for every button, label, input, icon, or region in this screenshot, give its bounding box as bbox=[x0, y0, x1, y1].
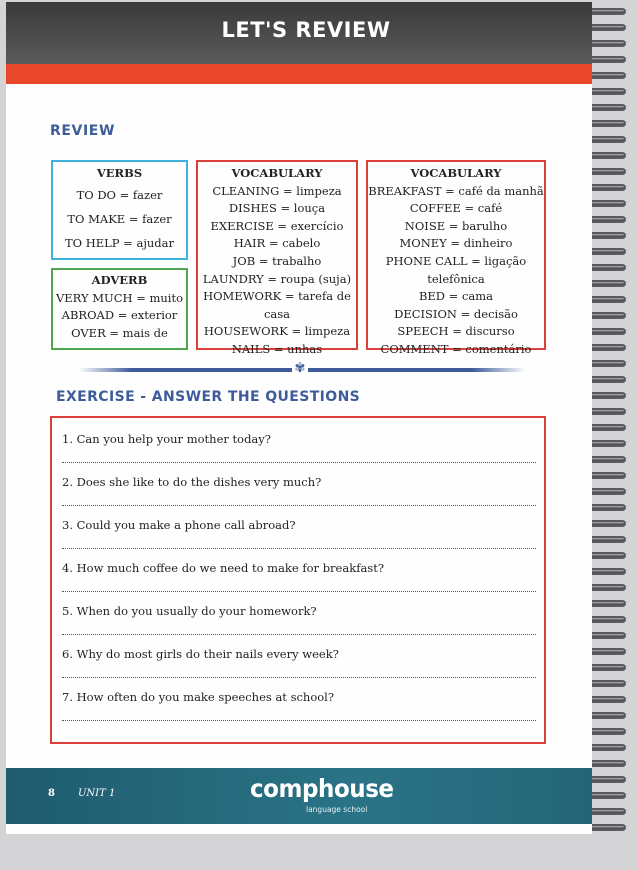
spiral-coil bbox=[592, 280, 626, 287]
question-text: 1. Can you help your mother today? bbox=[62, 432, 271, 446]
spiral-coil bbox=[592, 328, 626, 335]
vocabulary-title: VOCABULARY bbox=[410, 166, 502, 180]
spiral-coil bbox=[592, 152, 626, 159]
adverb-box bbox=[51, 268, 188, 350]
exercise-heading: EXERCISE - ANSWER THE QUESTIONS bbox=[56, 389, 361, 405]
answer-line[interactable] bbox=[62, 548, 536, 549]
spiral-coil bbox=[592, 696, 626, 703]
spiral-coil bbox=[592, 216, 626, 223]
spiral-coil bbox=[592, 472, 626, 479]
question-text: 6. Why do most girls do their nails every week? bbox=[62, 647, 339, 661]
spiral-coil bbox=[592, 8, 626, 15]
question-text: 2. Does she like to do the dishes very much? bbox=[62, 475, 322, 489]
spiral-coil bbox=[592, 504, 626, 511]
question-text: 7. How often do you make speeches at school? bbox=[62, 690, 335, 704]
spiral-coil bbox=[592, 344, 626, 351]
spiral-coil bbox=[592, 824, 626, 831]
spiral-coil bbox=[592, 24, 626, 31]
spiral-coil bbox=[592, 120, 626, 127]
page-title: LET'S REVIEW bbox=[221, 18, 391, 42]
comphouse-logo: comphouse bbox=[250, 774, 394, 803]
spiral-coil bbox=[592, 424, 626, 431]
question-text: 3. Could you make a phone call abroad? bbox=[62, 518, 296, 532]
spiral-coil bbox=[592, 648, 626, 655]
exercise-box bbox=[50, 416, 546, 744]
answer-line[interactable] bbox=[62, 591, 536, 592]
spiral-coil bbox=[592, 440, 626, 447]
vocabulary-item: BREAKFAST = café da manhã bbox=[368, 183, 544, 198]
spiral-coil bbox=[592, 136, 626, 143]
review-heading: REVIEW bbox=[50, 123, 115, 139]
spiral-coil bbox=[592, 744, 626, 751]
spiral-coil bbox=[592, 56, 626, 63]
answer-line[interactable] bbox=[62, 634, 536, 635]
vocabulary-item: BED = cama bbox=[418, 289, 494, 304]
vocabulary-box-2 bbox=[366, 160, 546, 356]
vocabulary-item: DISHES = louça bbox=[228, 201, 326, 216]
question-text: 4. How much coffee do we need to make for breakfast? bbox=[62, 561, 384, 575]
adverb-title: ADVERB bbox=[91, 273, 148, 287]
spiral-coil bbox=[592, 584, 626, 591]
spiral-coil bbox=[592, 408, 626, 415]
spiral-coil bbox=[592, 232, 626, 239]
spiral-coil bbox=[592, 248, 626, 255]
spiral-coil bbox=[592, 728, 626, 735]
spiral-coil bbox=[592, 664, 626, 671]
vocabulary-box-1 bbox=[196, 160, 358, 356]
verbs-box bbox=[51, 160, 188, 260]
spiral-coil bbox=[592, 312, 626, 319]
spiral-coil bbox=[592, 88, 626, 95]
spiral-coil bbox=[592, 360, 626, 367]
vocabulary-item: LAUNDRY = roupa (suja) bbox=[202, 271, 352, 286]
spiral-coil bbox=[592, 168, 626, 175]
vocabulary-item: DECISION = decisão bbox=[394, 306, 518, 321]
spiral-coil bbox=[592, 552, 626, 559]
vocabulary-item: NOISE = barulho bbox=[404, 218, 508, 233]
verb-item: TO DO = fazer bbox=[76, 187, 163, 202]
workbook-page bbox=[6, 2, 592, 834]
spiral-coil bbox=[592, 520, 626, 527]
vocabulary-item: JOB = trabalho bbox=[232, 253, 322, 268]
spiral-coil bbox=[592, 200, 626, 207]
answer-line[interactable] bbox=[62, 720, 536, 721]
answer-line[interactable] bbox=[62, 505, 536, 506]
spiral-coil bbox=[592, 792, 626, 799]
spiral-coil bbox=[592, 184, 626, 191]
spiral-coil bbox=[592, 72, 626, 79]
spiral-coil bbox=[592, 264, 626, 271]
spiral-coil bbox=[592, 616, 626, 623]
spiral-coil bbox=[592, 40, 626, 47]
flourish-icon: ✾ bbox=[292, 361, 308, 377]
spiral-coil bbox=[592, 776, 626, 783]
vocabulary-item: COFFEE = café bbox=[409, 201, 503, 216]
vocabulary-item: EXERCISE = exercício bbox=[210, 218, 344, 233]
spiral-coil bbox=[592, 808, 626, 815]
spiral-coil bbox=[592, 632, 626, 639]
spiral-coil bbox=[592, 760, 626, 767]
spiral-coil bbox=[592, 712, 626, 719]
spiral-coil bbox=[592, 296, 626, 303]
spiral-coil bbox=[592, 456, 626, 463]
vocabulary-item: COMMENT = comentário bbox=[380, 341, 532, 356]
vocabulary-item: CLEANING = limpeza bbox=[212, 183, 342, 198]
vocabulary-item: MONEY = dinheiro bbox=[399, 236, 513, 251]
spiral-coil bbox=[592, 568, 626, 575]
logo-tagline: language school bbox=[306, 805, 368, 814]
page-header bbox=[6, 2, 592, 64]
header-stripe bbox=[6, 64, 592, 84]
spiral-coil bbox=[592, 104, 626, 111]
answer-line[interactable] bbox=[62, 462, 536, 463]
vocabulary-title: VOCABULARY bbox=[231, 166, 323, 180]
vocabulary-item: SPEECH = discurso bbox=[397, 324, 515, 339]
verb-item: TO HELP = ajudar bbox=[64, 235, 175, 250]
spiral-coil bbox=[592, 600, 626, 607]
adverb-item: OVER = mais de bbox=[71, 325, 168, 340]
vocabulary-item: NAILS = unhas bbox=[231, 341, 323, 356]
question-text: 5. When do you usually do your homework? bbox=[62, 604, 317, 618]
vocabulary-item: HOUSEWORK = limpeza bbox=[203, 324, 351, 339]
spiral-binding bbox=[590, 0, 638, 840]
vocabulary-item: HAIR = cabelo bbox=[233, 236, 321, 251]
page-number: 8 bbox=[48, 788, 55, 799]
answer-line[interactable] bbox=[62, 677, 536, 678]
verb-item: TO MAKE = fazer bbox=[67, 211, 172, 226]
spiral-coil bbox=[592, 536, 626, 543]
spiral-coil bbox=[592, 680, 626, 687]
adverb-item: VERY MUCH = muito bbox=[55, 290, 184, 305]
verbs-title: VERBS bbox=[96, 166, 143, 180]
spiral-coil bbox=[592, 392, 626, 399]
spiral-coil bbox=[592, 488, 626, 495]
adverb-item: ABROAD = exterior bbox=[61, 308, 178, 323]
unit-label: UNIT 1 bbox=[78, 788, 116, 799]
spiral-coil bbox=[592, 376, 626, 383]
vocabulary-item: PHONE CALL = ligação telefônica bbox=[385, 253, 527, 286]
vocabulary-item: HOMEWORK = tarefa de casa bbox=[203, 289, 351, 321]
